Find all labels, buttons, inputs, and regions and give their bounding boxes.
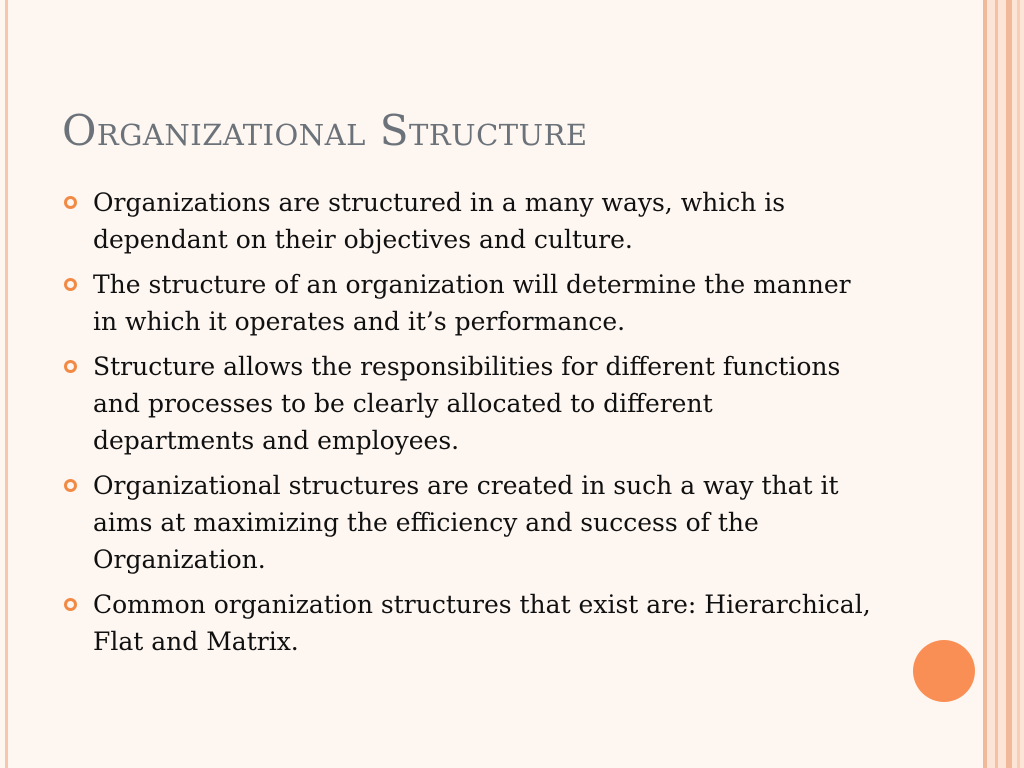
bullet-text: Organizational structures are created in such a way that it aims at maximizing the efficiency and success of the Organization.: [93, 471, 839, 574]
bullet-ring-icon: [64, 598, 77, 611]
right-stripe: [1006, 0, 1012, 768]
bullet-item: [62, 266, 872, 340]
bullet-item: [62, 184, 872, 258]
right-stripe: [995, 0, 998, 768]
right-stripe: [983, 0, 987, 768]
right-stripe: [1017, 0, 1020, 768]
bullet-ring-icon: [64, 360, 77, 373]
bullet-item: [62, 586, 872, 660]
bullet-item: [62, 467, 872, 578]
bullet-text: The structure of an organization will determine the manner in which it operates and it’s performance.: [93, 270, 851, 336]
left-border-stripe: [5, 0, 8, 768]
bullet-ring-icon: [64, 196, 77, 209]
accent-circle: [913, 640, 975, 702]
bullet-text: Structure allows the responsibilities for different functions and processes to be clearly allocated to different departments and employees.: [93, 352, 841, 455]
bullet-text: Common organization structures that exist are: Hierarchical, Flat and Matrix.: [93, 590, 871, 656]
bullet-ring-icon: [64, 278, 77, 291]
bullet-text: Organizations are structured in a many ways, which is dependant on their objectives and culture.: [93, 188, 786, 254]
slide-title: Organizational Structure: [62, 106, 588, 155]
bullet-list: [62, 184, 872, 668]
bullet-item: [62, 348, 872, 459]
bullet-ring-icon: [64, 479, 77, 492]
